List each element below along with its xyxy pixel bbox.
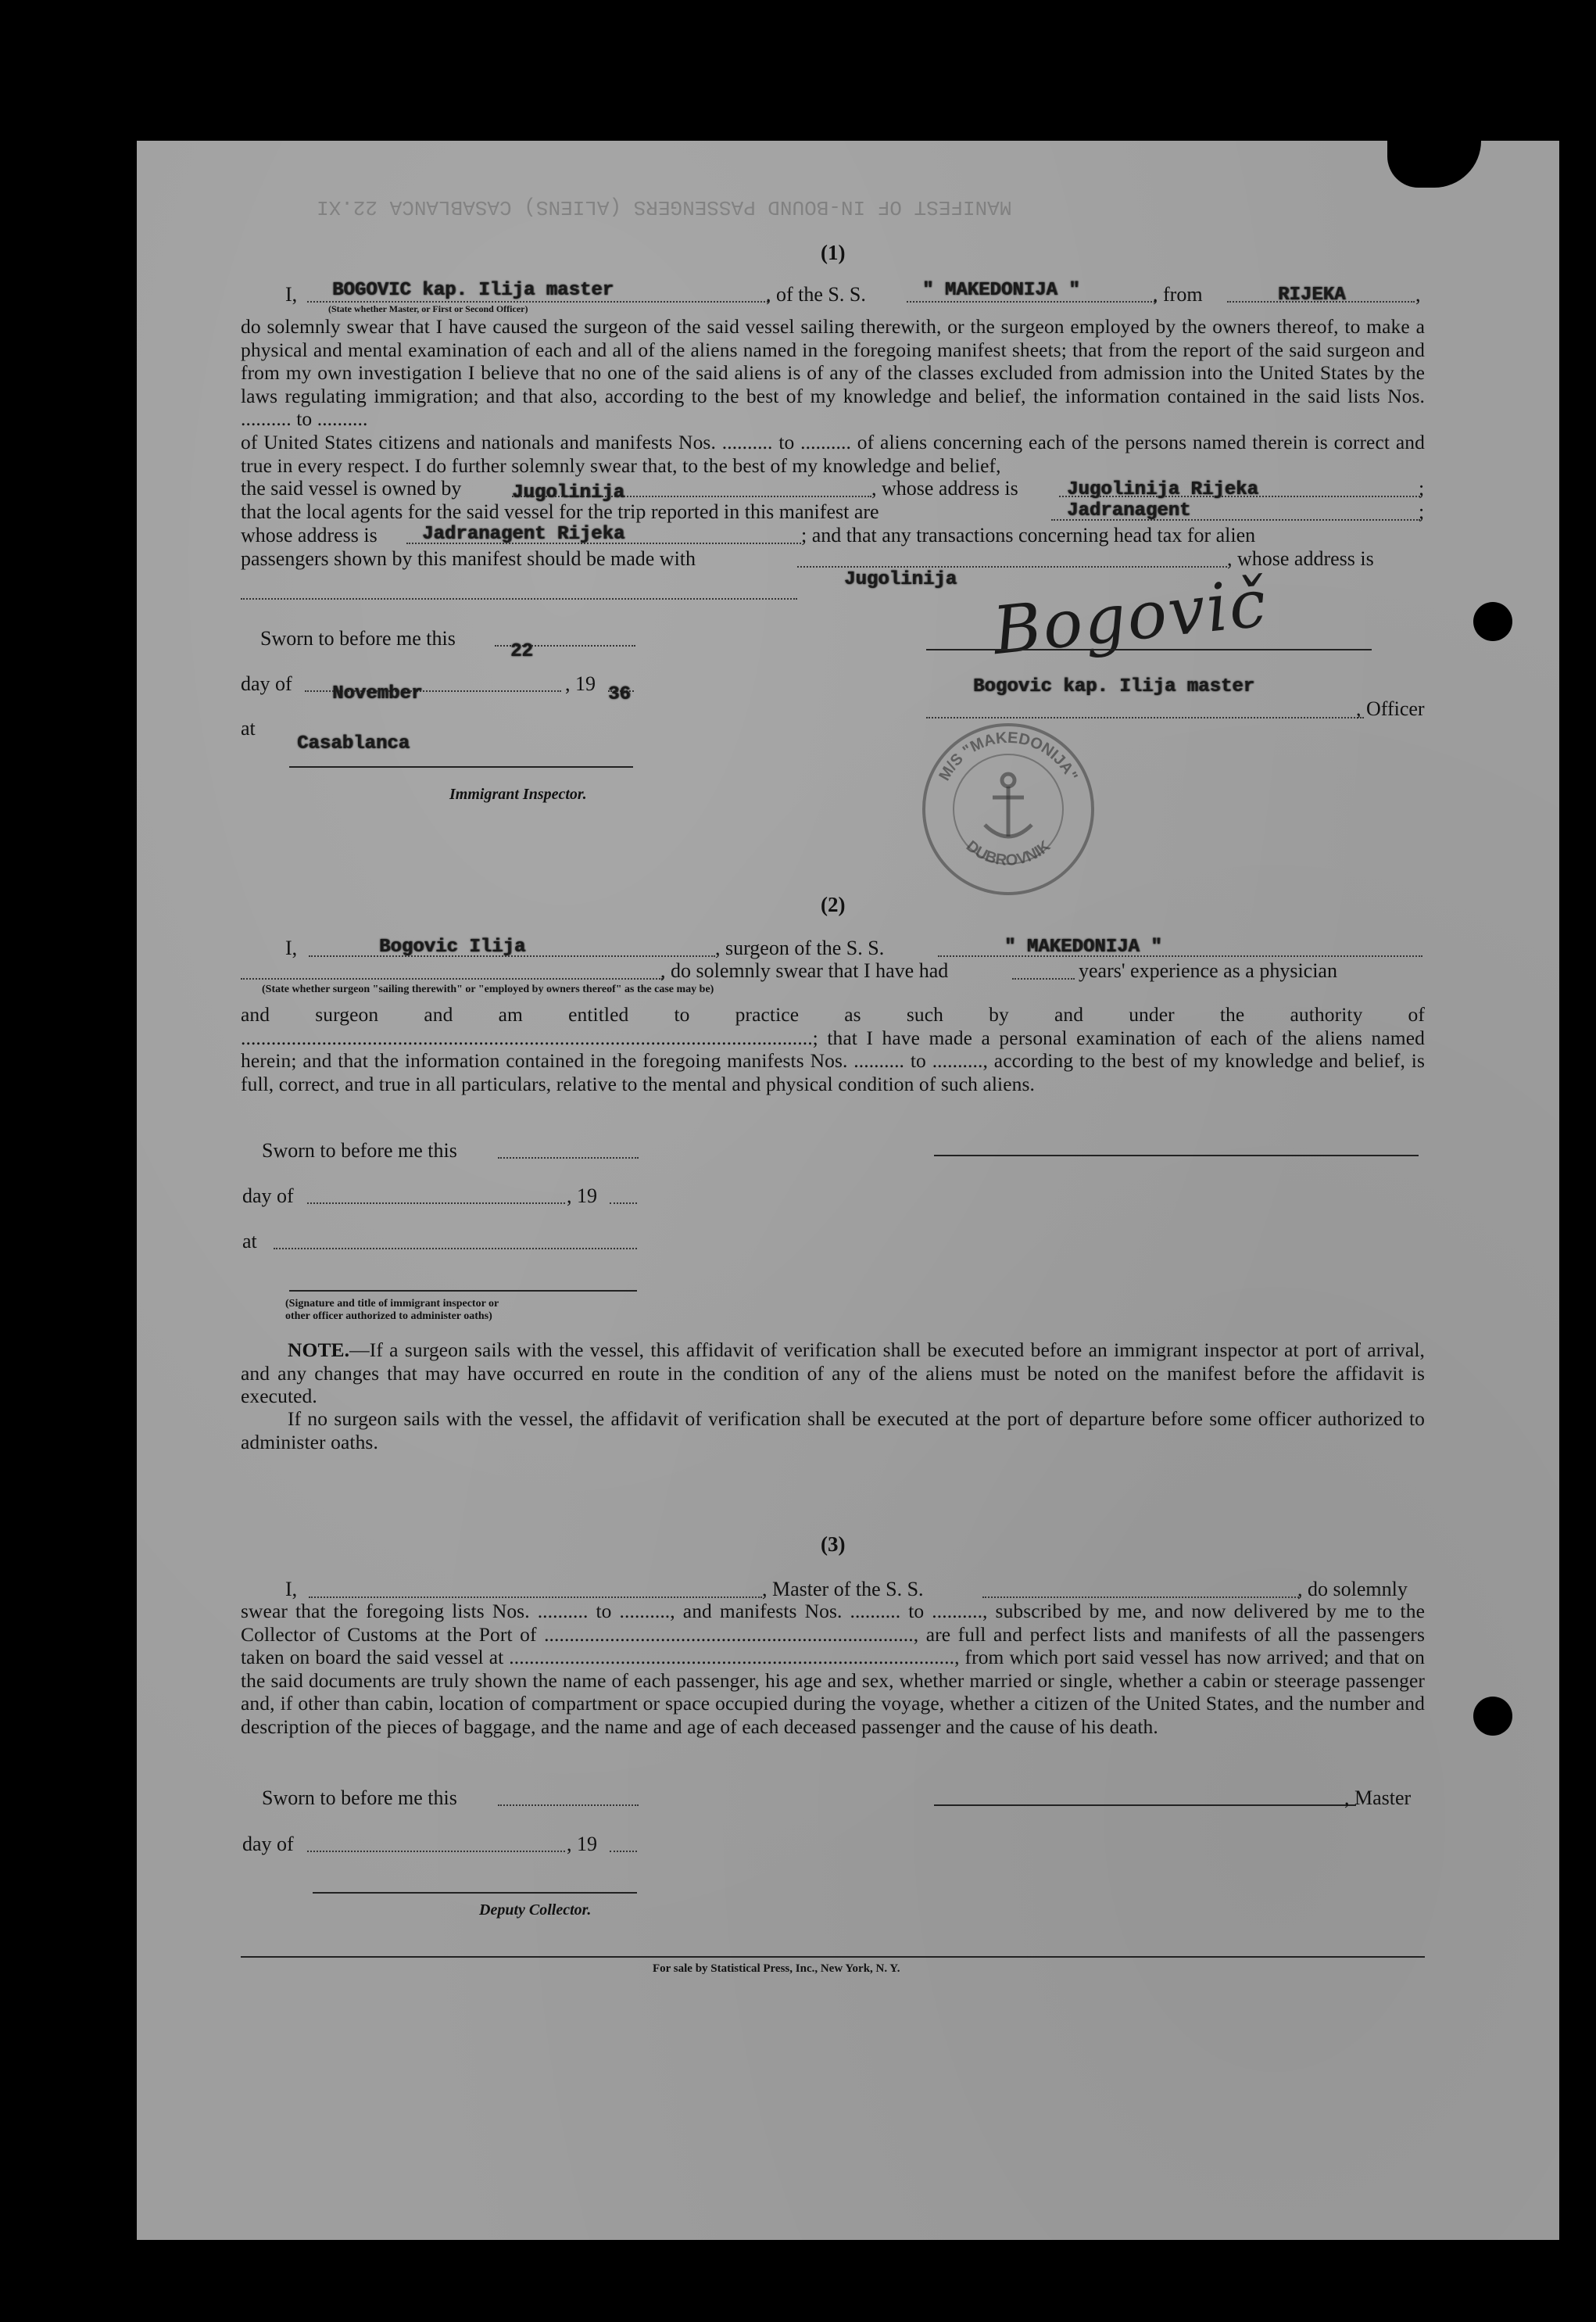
typed-surgeon-name: Bogovic Ilija	[379, 937, 526, 958]
inspector-signature-line-2	[289, 1290, 637, 1292]
of-the-ss-label: , of the S. S.	[766, 283, 866, 306]
typed-month: November	[332, 683, 423, 704]
from-label: , from	[1153, 283, 1203, 306]
typed-owner: Jugolinija	[512, 482, 625, 503]
section3-vessel-field	[982, 1596, 1299, 1598]
section-2-number: (2)	[821, 893, 846, 916]
semicolon: ;	[1419, 500, 1425, 523]
master-oath-paragraph: swear that the foregoing lists Nos. .......... to .........., and manifests Nos. .......... to .........., subscribed by me, and now delivered by me to the Collector of Customs at the Port of ........................................................................., are full and perfect lists and manifests of all the passengers taken on board the said vessel at ........................................................................................, from which port said vessel has now arrived; and that on the said documents are truly shown the name of each passenger, his age and sex, whether married or single, whether a cabin or steerage passenger and, if other than cabin, location of compartment or space occupied during the voyage, whether a citizen of the United States, and the number and description of the pieces of baggage, and the name and age of each deceased passenger and the cause of his death.	[241, 1600, 1425, 1738]
year-field-3	[610, 1851, 637, 1852]
sworn-label-2: Sworn to before me this	[262, 1139, 457, 1162]
typed-agent: Jadranagent	[1067, 500, 1191, 521]
note-paragraph-2: If no surgeon sails with the vessel, the affidavit of verification shall be executed at the port of departure before some officer authorized to administer oaths.	[241, 1407, 1425, 1453]
footer-rule	[241, 1956, 1425, 1958]
do-solemnly-label: , do solemnly swear that I have had	[660, 959, 949, 982]
master-i-label: I,	[285, 1578, 298, 1600]
sworn-day-field-2	[498, 1157, 639, 1159]
whose-address-label-2: whose address is	[241, 524, 378, 546]
at-label-2: at	[242, 1230, 257, 1252]
anchor-icon	[985, 774, 1032, 837]
signature-note-1: (Signature and title of immigrant inspector or	[285, 1298, 499, 1310]
officer-line	[926, 717, 1364, 718]
printer-imprint: For sale by Statistical Press, Inc., New York, N. Y.	[653, 1962, 900, 1975]
immigrant-inspector-caption: Immigrant Inspector.	[449, 786, 587, 803]
officer-note: (State whether Master, or First or Second Officer)	[328, 303, 528, 314]
inspector-signature-line	[289, 766, 633, 768]
headtax-party-field	[797, 566, 1227, 568]
place-field-2	[274, 1248, 637, 1249]
month-field-2	[307, 1202, 565, 1204]
punch-hole	[1473, 602, 1512, 641]
typed-master-name: BOGOVIC kap. Ilija master	[332, 280, 614, 301]
year-prefix: , 19	[565, 672, 596, 695]
note-paragraph-1	[241, 1338, 1425, 1408]
stamp-bottom-text: DUBROVNIK	[962, 837, 1054, 869]
form-sheet	[137, 141, 1559, 2240]
note-text-1: —If a surgeon sails with the vessel, this affidavit of verification shall be executed before an immigrant inspector at port of arrival, and any changes that may have occurred en route in the condition of any of the aliens must be noted on the manifest before the affidavit is executed.	[241, 1338, 1425, 1407]
at-label: at	[241, 717, 256, 740]
years-field	[1012, 978, 1075, 980]
sworn-label-3: Sworn to before me this	[262, 1786, 457, 1809]
svg-text:DUBROVNIK	[963, 837, 1054, 869]
typed-sworn-day: 22	[510, 641, 533, 662]
whose-address-label-3: , whose address is	[1227, 547, 1374, 570]
surgeon-signature-line	[934, 1155, 1419, 1156]
signature-note-2: other officer authorized to administer oaths)	[285, 1310, 492, 1322]
year-prefix-2: , 19	[567, 1184, 597, 1207]
master-name-field	[307, 301, 768, 303]
typed-place: Casablanca	[297, 733, 410, 754]
surgeon-i-label: I,	[285, 937, 298, 959]
surgeon-of-label: , surgeon of the S. S.	[715, 937, 885, 959]
year-field-2	[610, 1202, 637, 1204]
vessel-field	[907, 301, 1155, 303]
oath-paragraph-1: do solemnly swear that I have caused the surgeon of the said vessel sailing therewith, or the surgeon employed by the owners thereof, to make a physical and mental examination of each and all of the aliens named in the foregoing manifest sheets; that from the report of the said surgeon and from my own investigation I believe that no one of the said aliens is of any of the classes excluded from admission into the United States by the laws regulating immigration; and that also, according to the best of my knowledge and belief, the information contained in the said lists Nos. .......... to ..........	[241, 315, 1425, 430]
punch-hole	[1473, 1697, 1512, 1736]
collector-signature-line	[313, 1892, 637, 1894]
head-tax-label: ; and that any transactions concerning head tax for alien	[801, 524, 1256, 546]
deputy-collector-caption: Deputy Collector.	[479, 1901, 592, 1919]
master-of-label: , Master of the S. S.	[762, 1578, 924, 1600]
typed-vessel-name: " MAKEDONIJA "	[922, 280, 1080, 301]
typed-owner-address: Jugolinija Rijeka	[1067, 479, 1258, 500]
day-of-label: day of	[241, 672, 292, 695]
master-signature-line	[934, 1804, 1356, 1806]
surgeon-status-field	[241, 978, 663, 980]
bleed-through-text: MANIFEST OF IN-BOUND PASSENGERS (ALIENS) CASABLANCA 22.XI	[317, 195, 1012, 219]
headtax-address-field	[241, 598, 797, 600]
sworn-day-field-3	[498, 1804, 639, 1806]
master-label: , Master	[1344, 1786, 1412, 1809]
typed-headtax-party: Jugolinija	[844, 569, 957, 590]
torn-corner	[1387, 141, 1481, 188]
owned-by-label: the said vessel is owned by	[241, 477, 462, 500]
surgeon-oath-paragraph: and surgeon and am entitled to practice as such by and under the authority of .................................................................................................................; that I have made a personal examination of each of the aliens named herein; and that the information contained in the foregoing manifests Nos. .......... to .........., according to the best of my knowledge and belief, is full, correct, and true in all particulars, relative to the mental and physical condition of such aliens.	[241, 1003, 1425, 1095]
local-agents-label: that the local agents for the said vessel for the trip reported in this manifest are	[241, 500, 879, 523]
years-experience-label: years' experience as a physician	[1079, 959, 1337, 982]
oath-i-label: I,	[285, 283, 298, 306]
typed-agent-address: Jadranagent Rijeka	[422, 524, 625, 545]
semicolon: ;	[1419, 477, 1425, 500]
comma: ,	[1415, 283, 1421, 306]
day-of-label-3: day of	[242, 1833, 294, 1855]
ship-stamp	[918, 719, 1098, 899]
master-handwritten-signature: Bogovič	[989, 564, 1272, 670]
section3-master-field	[309, 1596, 762, 1598]
oath-paragraph-2: of United States citizens and nationals and manifests Nos. .......... to .......... of aliens concerning each of the persons named therein is correct and true in every respect. I do further solemnly swear that, to the best of my knowledge and belief,	[241, 431, 1425, 477]
sworn-label: Sworn to before me this	[260, 627, 456, 650]
typed-signer: Bogovic kap. Ilija master	[973, 676, 1255, 697]
day-of-label-2: day of	[242, 1184, 294, 1207]
stamp-top-text: M/S "MAKEDONIJA"	[936, 729, 1081, 784]
typed-year: 36	[608, 684, 631, 705]
typed-from-port: RIJEKA	[1278, 285, 1346, 306]
note-label: NOTE.	[288, 1338, 350, 1361]
month-field-3	[307, 1851, 565, 1852]
whose-address-label: , whose address is	[871, 477, 1018, 500]
section-1-number: (1)	[821, 241, 846, 264]
year-prefix-3: , 19	[567, 1833, 597, 1855]
officer-label: , Officer	[1356, 697, 1425, 720]
section-3-number: (3)	[821, 1532, 846, 1556]
passengers-label: passengers shown by this manifest should be made with	[241, 547, 696, 570]
typed-surgeon-vessel: " MAKEDONIJA "	[1004, 937, 1162, 958]
surgeon-state-note: (State whether surgeon "sailing therewith" or "employed by owners thereof" as the case may be)	[262, 984, 714, 995]
officer-signature-line	[926, 649, 1372, 650]
do-solemnly-label-3: , do solemnly	[1297, 1578, 1408, 1600]
